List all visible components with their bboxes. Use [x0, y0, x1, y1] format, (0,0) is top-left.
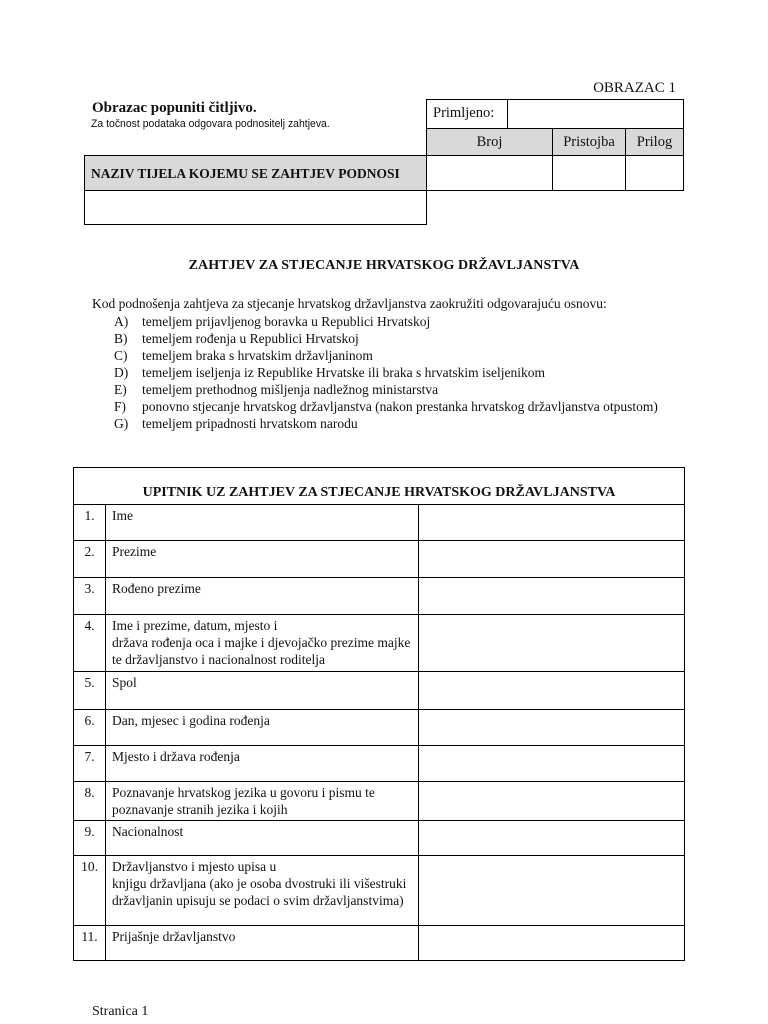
basis-text: ponovno stjecanje hrvatskog državljanstva (nakon prestanka hrvatskog državljanstva otpustom): [142, 399, 658, 414]
row-number: 11.: [74, 926, 106, 961]
row-label: Spol: [106, 672, 419, 710]
row-label: Državljanstvo i mjesto upisa u knjigu državljana (ako je osoba dvostruki ili višestruki državljanin upisuju se podaci o svim državljanstvima): [106, 856, 419, 926]
row-label: Nacionalnost: [106, 821, 419, 856]
answer-field[interactable]: [419, 672, 685, 710]
row-label: Ime i prezime, datum, mjesto i država rođenja oca i majke i djevojačko prezime majke te državljanstvo i nacionalnost roditelja: [106, 615, 419, 672]
form-code: OBRAZAC 1: [593, 80, 676, 96]
instructions-subtitle: Za točnost podataka odgovara podnositelj zahtjeva.: [91, 118, 330, 130]
row-label: Mjesto i država rođenja: [106, 746, 419, 782]
row-label: Prijašnje državljanstvo: [106, 926, 419, 961]
row-number: 4.: [74, 615, 106, 672]
basis-item[interactable]: [92, 398, 676, 415]
application-title: ZAHTJEV ZA STJECANJE HRVATSKOG DRŽAVLJANSTVA: [188, 258, 580, 273]
row-number: 5.: [74, 672, 106, 710]
basis-item[interactable]: [92, 415, 676, 432]
row-number: 9.: [74, 821, 106, 856]
basis-item[interactable]: [92, 364, 676, 381]
row-label: Poznavanje hrvatskog jezika u govoru i pismu te poznavanje stranih jezika i kojih: [106, 782, 419, 821]
basis-text: temeljem braka s hrvatskim državljaninom: [142, 348, 373, 363]
table-row: [74, 926, 685, 961]
authority-label: NAZIV TIJELA KOJEMU SE ZAHTJEV PODNOSI: [91, 166, 400, 181]
basis-list: [92, 313, 676, 432]
answer-field[interactable]: [419, 710, 685, 746]
basis-item[interactable]: [92, 313, 676, 330]
row-number: 10.: [74, 856, 106, 926]
row-number: 8.: [74, 782, 106, 821]
basis-item[interactable]: [92, 347, 676, 364]
row-label: Prezime: [106, 541, 419, 578]
answer-field[interactable]: [419, 821, 685, 856]
questionnaire-title: UPITNIK UZ ZAHTJEV ZA STJECANJE HRVATSKOG DRŽAVLJANSTVA: [74, 468, 685, 505]
table-row: [74, 782, 685, 821]
answer-field[interactable]: [419, 541, 685, 578]
row-number: 7.: [74, 746, 106, 782]
basis-text: temeljem prethodnog mišljenja nadležnog ministarstva: [142, 382, 439, 397]
pristojba-field[interactable]: [552, 155, 626, 191]
row-label: Dan, mjesec i godina rođenja: [106, 710, 419, 746]
basis-text: temeljem prijavljenog boravka u Republici Hrvatskoj: [142, 314, 431, 329]
answer-field[interactable]: [419, 505, 685, 541]
received-field[interactable]: [507, 99, 684, 129]
table-row: [74, 505, 685, 541]
col-header-prilog: [625, 128, 684, 156]
basis-letter: E): [114, 382, 127, 397]
answer-field[interactable]: [419, 926, 685, 961]
row-number: 2.: [74, 541, 106, 578]
basis-letter: F): [114, 399, 127, 414]
answer-field[interactable]: [419, 615, 685, 672]
instructions-title: Obrazac popuniti čitljivo.: [92, 100, 257, 116]
basis-text: temeljem rođenja u Republici Hrvatskoj: [142, 331, 359, 346]
table-row: [74, 615, 685, 672]
basis-item[interactable]: [92, 381, 676, 398]
col-header-broj: [426, 128, 553, 156]
table-row: [74, 710, 685, 746]
row-number: 3.: [74, 578, 106, 615]
basis-letter: C): [114, 348, 128, 363]
basis-item[interactable]: [92, 330, 676, 347]
prilog-field[interactable]: [625, 155, 684, 191]
basis-letter: D): [114, 365, 129, 380]
received-label-cell: [426, 99, 508, 129]
table-row: [74, 578, 685, 615]
page-number: Stranica 1: [92, 1004, 149, 1019]
received-label: Primljeno:: [433, 105, 495, 121]
basis-letter: G): [114, 416, 129, 431]
table-row: [74, 821, 685, 856]
row-label: Ime: [106, 505, 419, 541]
table-row: [74, 856, 685, 926]
basis-text: temeljem pripadnosti hrvatskom narodu: [142, 416, 358, 431]
table-row: [74, 746, 685, 782]
col-label-broj: Broj: [476, 134, 503, 150]
table-row: [74, 672, 685, 710]
basis-letter: B): [114, 331, 128, 346]
basis-text: temeljem iseljenja iz Republike Hrvatske ili braka s hrvatskim iseljenikom: [142, 365, 546, 380]
col-label-prilog: Prilog: [636, 134, 673, 150]
row-label: Rođeno prezime: [106, 578, 419, 615]
col-label-pristojba: Pristojba: [563, 134, 615, 150]
col-header-pristojba: [552, 128, 626, 156]
authority-header: [84, 155, 427, 191]
answer-field[interactable]: [419, 856, 685, 926]
broj-field[interactable]: [426, 155, 553, 191]
answer-field[interactable]: [419, 782, 685, 821]
row-number: 1.: [74, 505, 106, 541]
table-row: [74, 541, 685, 578]
basis-letter: A): [114, 314, 129, 329]
intro-text: Kod podnošenja zahtjeva za stjecanje hrvatskog državljanstva zaokružiti odgovarajuću osnovu:: [92, 296, 607, 311]
answer-field[interactable]: [419, 578, 685, 615]
authority-field[interactable]: [84, 190, 427, 225]
row-number: 6.: [74, 710, 106, 746]
questionnaire-table: [73, 467, 685, 961]
answer-field[interactable]: [419, 746, 685, 782]
